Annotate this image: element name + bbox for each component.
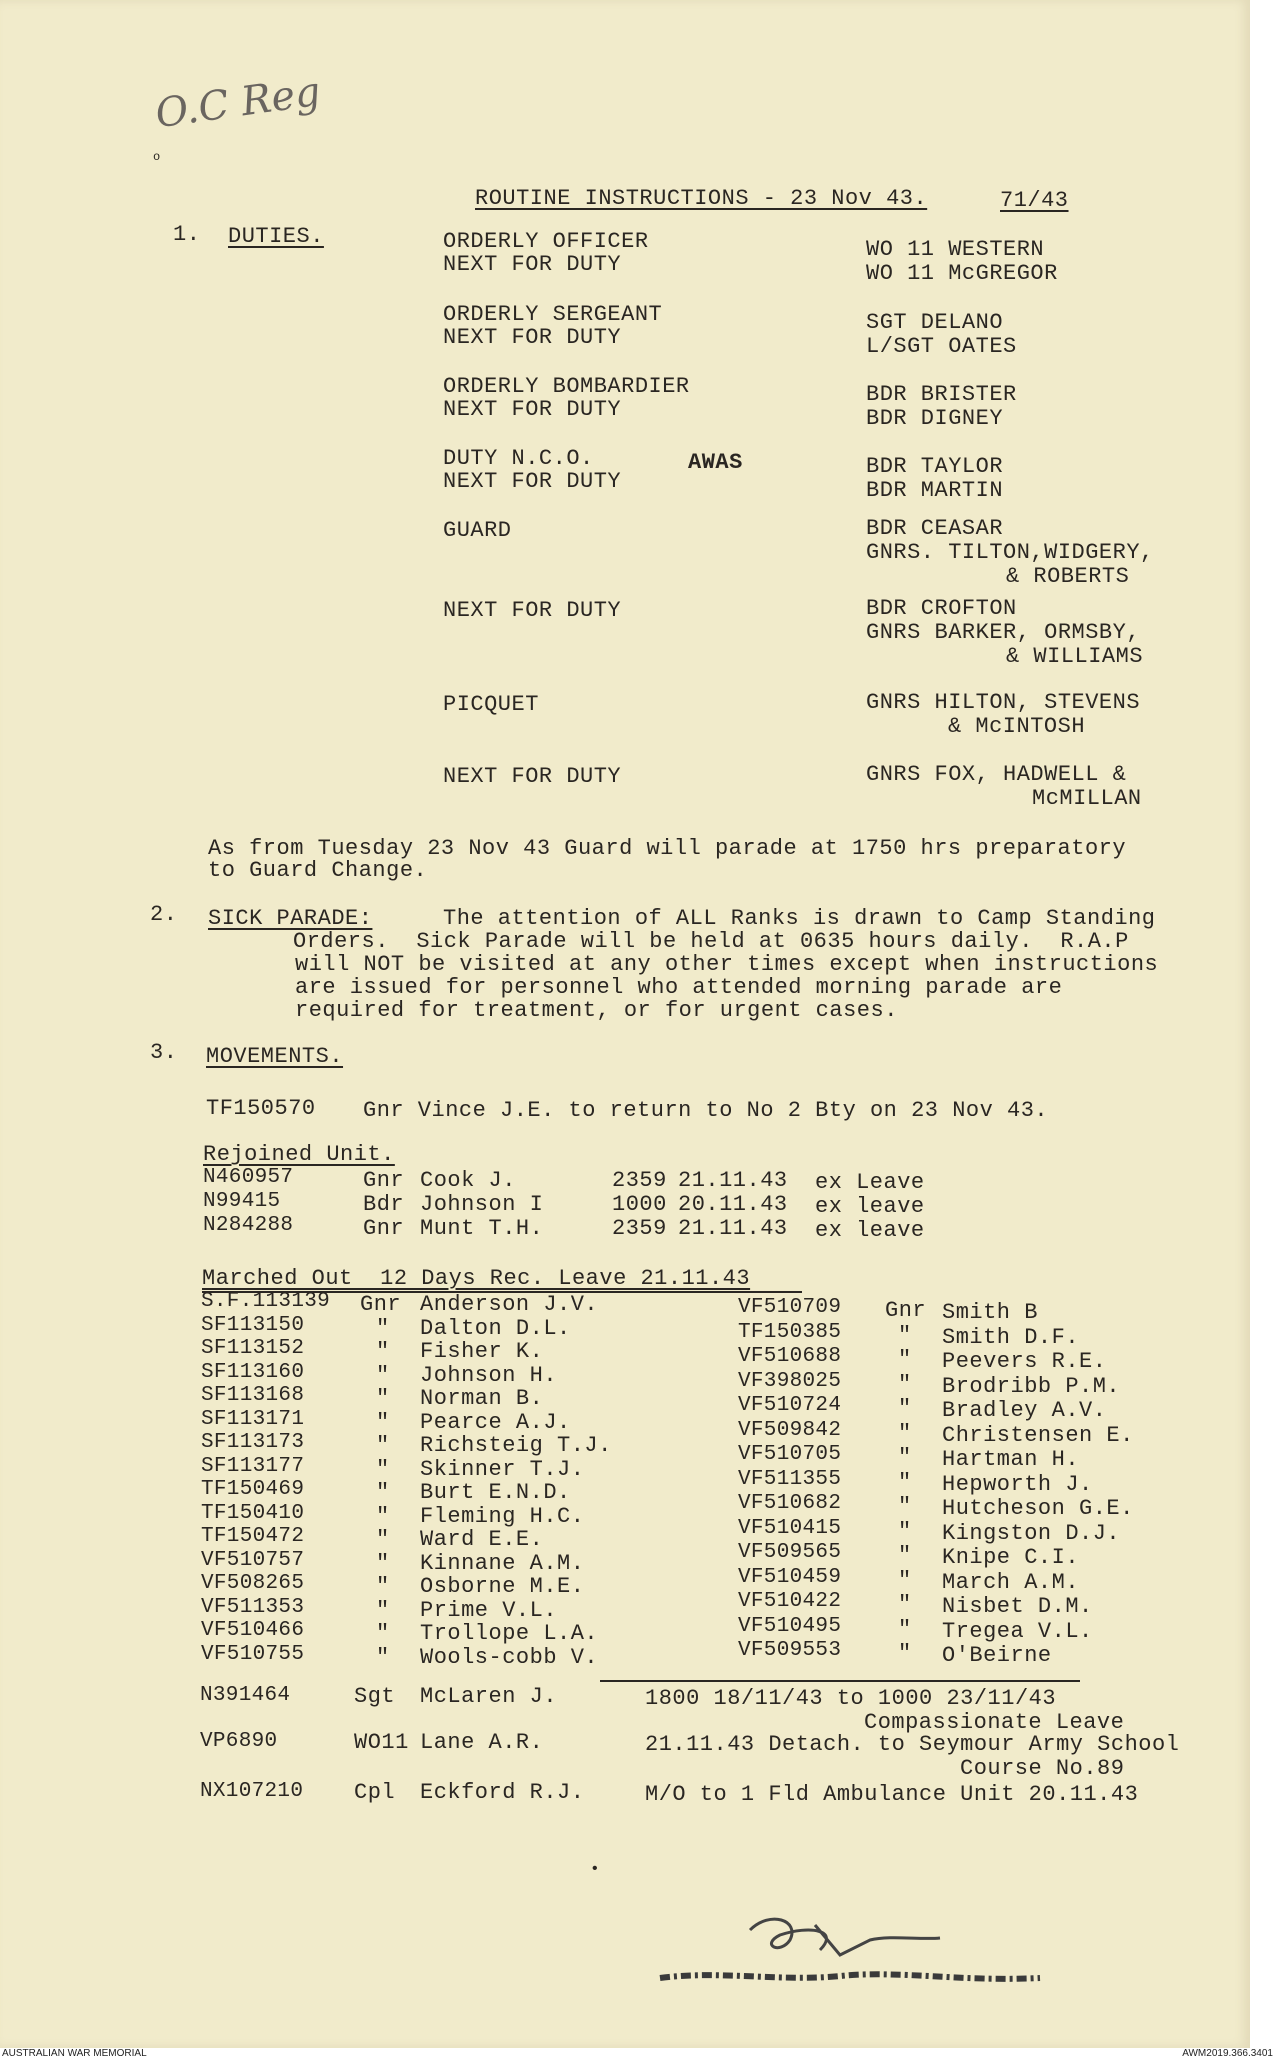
rejoined-date: 21.11.43	[678, 1168, 788, 1193]
marched-number: VF510415	[738, 1516, 842, 1540]
duty-assignee: WO 11 McGREGOR	[866, 261, 1058, 286]
marched-rank: "	[376, 1433, 390, 1458]
marched-number: TF150385	[738, 1320, 842, 1344]
rejoined-number: N284288	[203, 1214, 294, 1237]
marched-rank: "	[376, 1550, 390, 1576]
marched-number: VF510705	[738, 1443, 842, 1466]
marched-name: Christensen E.	[942, 1422, 1134, 1448]
marched-name: Knipe C.I.	[942, 1545, 1080, 1570]
marched-number: VF511355	[738, 1467, 842, 1491]
marched-rank: "	[898, 1592, 912, 1617]
marched-rank: "	[898, 1420, 912, 1446]
marched-name: Richsteig T.J.	[420, 1433, 612, 1458]
duty-assignee: BDR BRISTER	[866, 382, 1017, 407]
marched-number: SF113152	[201, 1337, 305, 1360]
movement-name: Eckford R.J.	[420, 1780, 585, 1805]
marched-rank: "	[898, 1518, 912, 1544]
rejoined-number: N99415	[203, 1190, 281, 1213]
rejoined-number: N460957	[203, 1166, 294, 1189]
duty-next: NEXT FOR DUTY	[443, 252, 622, 277]
marched-number: VF510757	[201, 1548, 305, 1572]
section-number: 2.	[150, 902, 178, 927]
duty-assignee: GNRS. TILTON,WIDGERY,	[866, 540, 1154, 565]
duty-next: NEXT FOR DUTY	[443, 325, 622, 350]
movement-number: VP6890	[200, 1730, 278, 1753]
marched-number: VF510682	[738, 1492, 842, 1515]
marched-name: March A.M.	[942, 1569, 1080, 1595]
marched-number: SF113173	[201, 1431, 305, 1454]
duty-assignee: WO 11 WESTERN	[866, 237, 1045, 262]
marched-number: SF113168	[201, 1384, 305, 1407]
duty-assignee: SGT DELANO	[866, 310, 1004, 335]
marched-name: Brodribb P.M.	[942, 1373, 1121, 1399]
marched-name: Hepworth J.	[942, 1471, 1093, 1497]
marched-number: VF511353	[201, 1595, 305, 1619]
movement-detail: 21.11.43 Detach. to Seymour Army School	[645, 1732, 1180, 1757]
movement-number: NX107210	[200, 1780, 304, 1803]
marched-name: Kinnane A.M.	[420, 1550, 585, 1576]
sick-line: The attention of ALL Ranks is drawn to Camp Standing	[443, 906, 1156, 931]
marched-number: VF510495	[738, 1614, 842, 1638]
rejoined-rank: Gnr	[363, 1168, 405, 1193]
marched-name: Burt E.N.D.	[420, 1480, 571, 1505]
rejoined-reason: ex Leave	[815, 1170, 925, 1195]
duty-name: PICQUET	[443, 692, 539, 717]
marched-out-end-rule	[600, 1680, 1080, 1682]
marched-name: Fleming H.C.	[420, 1503, 585, 1529]
marched-number: VF508265	[201, 1572, 305, 1595]
marched-number: VF509842	[738, 1418, 842, 1442]
document-ref: 71/43	[1000, 188, 1069, 213]
marched-name: Prime V.L.	[420, 1597, 558, 1623]
marched-name: Kingston D.J.	[942, 1520, 1121, 1546]
movement-number: N391464	[200, 1684, 291, 1707]
duty-assignee: L/SGT OATES	[866, 334, 1017, 359]
duties-note-line-1: As from Tuesday 23 Nov 43 Guard will parade at 1750 hrs preparatory	[208, 836, 1127, 861]
duty-name: DUTY N.C.O.	[443, 446, 594, 471]
marched-name: O'Beirne	[942, 1643, 1052, 1668]
marched-rank: "	[898, 1322, 912, 1348]
marched-number: VF398025	[738, 1369, 842, 1393]
marched-number: VF510459	[738, 1565, 842, 1589]
marched-name: Fisher K.	[420, 1339, 544, 1364]
duty-name: GUARD	[443, 518, 512, 543]
marched-number: VF510466	[201, 1619, 305, 1642]
rejoined-time: 2359	[612, 1168, 667, 1193]
rejoined-name: Munt T.H.	[420, 1216, 544, 1241]
marched-number: VF509565	[738, 1541, 842, 1564]
marched-rank: "	[376, 1339, 390, 1364]
marched-name: Anderson J.V.	[420, 1292, 599, 1317]
awas-label: AWAS	[688, 450, 743, 475]
marched-name: Pearce A.J.	[420, 1409, 571, 1435]
marched-rank: "	[376, 1315, 390, 1341]
duty-assignee: GNRS HILTON, STEVENS	[866, 690, 1141, 715]
marched-name: Osborne M.E.	[420, 1574, 585, 1599]
section-heading-movements: MOVEMENTS.	[206, 1044, 344, 1069]
marched-name: Hartman H.	[942, 1447, 1080, 1472]
duty-name: ORDERLY SERGEANT	[443, 302, 663, 327]
movement-text: Gnr Vince J.E. to return to No 2 Bty on 23 Nov 43.	[363, 1098, 1049, 1123]
marched-name: Tregea V.L.	[942, 1618, 1093, 1644]
marched-number: VF509553	[738, 1639, 842, 1662]
rejoined-name: Cook J.	[420, 1168, 516, 1193]
marched-number: TF150410	[201, 1501, 305, 1525]
rejoined-rank: Bdr	[363, 1192, 405, 1217]
movement-name: McLaren J.	[420, 1684, 558, 1709]
marched-rank: "	[898, 1641, 912, 1666]
marched-number: VF510709	[738, 1296, 842, 1319]
marched-out-heading: Marched Out 12 Days Rec. Leave 21.11.43	[202, 1266, 751, 1291]
document-title: ROUTINE INSTRUCTIONS - 23 Nov 43.	[475, 186, 928, 211]
marched-rank: "	[898, 1616, 912, 1642]
section-number: 1.	[173, 222, 201, 247]
marched-number: VF510422	[738, 1590, 842, 1613]
duty-assignee: BDR MARTIN	[866, 478, 1004, 503]
duty-name: ORDERLY BOMBARDIER	[443, 374, 690, 399]
duty-assignee: BDR CEASAR	[866, 516, 1004, 541]
footer	[0, 2048, 1277, 2061]
duty-assignee: BDR TAYLOR	[866, 454, 1004, 479]
marched-number: S.F.113139	[201, 1290, 331, 1313]
marched-number: SF113177	[201, 1454, 305, 1478]
rejoined-time: 2359	[612, 1216, 667, 1241]
duty-assignee: GNRS BARKER, ORMSBY,	[866, 620, 1141, 645]
marched-number: SF113160	[201, 1360, 305, 1384]
marched-name: Wools-cobb V.	[420, 1644, 599, 1670]
movement-number: TF150570	[206, 1096, 316, 1121]
marched-number: VF510755	[201, 1642, 305, 1666]
marched-rank: "	[376, 1597, 390, 1623]
duty-next: NEXT FOR DUTY	[443, 397, 622, 422]
marched-name: Bradley A.V.	[942, 1398, 1107, 1423]
movement-rank: Sgt	[354, 1684, 396, 1709]
marched-rank: "	[898, 1469, 912, 1495]
rejoined-reason: ex leave	[815, 1218, 925, 1243]
rejoined-date: 20.11.43	[678, 1192, 788, 1217]
marched-rank: "	[898, 1396, 912, 1421]
marched-rank: "	[376, 1409, 390, 1435]
marched-name: Norman B.	[420, 1386, 544, 1411]
marched-number: VF510688	[738, 1345, 842, 1368]
marched-rank: "	[376, 1644, 390, 1670]
duty-name: NEXT FOR DUTY	[443, 598, 622, 623]
marched-rank: Gnr	[885, 1298, 927, 1323]
marched-rank: "	[898, 1347, 912, 1372]
marched-rank: "	[376, 1386, 390, 1411]
duty-name: ORDERLY OFFICER	[443, 229, 649, 254]
marched-rank: "	[898, 1445, 912, 1470]
section-number: 3.	[150, 1040, 178, 1065]
footer-right: AWM2019.366.3401	[1182, 2048, 1273, 2059]
marched-name: Trollope L.A.	[420, 1621, 599, 1646]
marched-rank: "	[376, 1362, 390, 1388]
movement-rank: WO11	[354, 1730, 409, 1755]
marched-rank: "	[376, 1503, 390, 1529]
duty-assignee: BDR CROFTON	[866, 596, 1017, 621]
marched-number: TF150469	[201, 1478, 305, 1501]
marched-rank: "	[376, 1621, 390, 1646]
duty-assignee: GNRS FOX, HADWELL &	[866, 762, 1127, 787]
marched-rank: "	[376, 1574, 390, 1599]
duty-next: NEXT FOR DUTY	[443, 469, 622, 494]
duty-name: NEXT FOR DUTY	[443, 764, 622, 789]
movement-detail: 1800 18/11/43 to 1000 23/11/43	[645, 1686, 1057, 1711]
duty-assignee: McMILLAN	[1032, 786, 1142, 811]
marched-name: Johnson H.	[420, 1362, 558, 1388]
movement-detail: M/O to 1 Fld Ambulance Unit 20.11.43	[645, 1782, 1139, 1807]
rejoined-date: 21.11.43	[678, 1216, 788, 1241]
duty-assignee: & ROBERTS	[1006, 564, 1130, 589]
rejoined-heading: Rejoined Unit.	[203, 1142, 395, 1167]
marched-name: Smith D.F.	[942, 1324, 1080, 1350]
marched-rank: "	[376, 1527, 390, 1552]
marched-number: SF113171	[201, 1407, 305, 1431]
section-heading-sick-parade: SICK PARADE:	[208, 906, 373, 931]
marched-number: VF510724	[738, 1394, 842, 1417]
marched-rank: "	[376, 1456, 390, 1482]
punch-mark: o	[153, 150, 161, 164]
marched-rank: "	[376, 1480, 390, 1505]
rejoined-rank: Gnr	[363, 1216, 405, 1241]
marched-name: Ward E.E.	[420, 1527, 544, 1552]
marched-name: Dalton D.L.	[420, 1315, 571, 1341]
marched-name: Skinner T.J.	[420, 1456, 585, 1482]
marched-number: TF150472	[201, 1525, 305, 1548]
sick-line: required for treatment, or for urgent cases.	[295, 998, 898, 1023]
duties-note-line-2: to Guard Change.	[208, 858, 428, 883]
marched-rank: Gnr	[360, 1292, 402, 1317]
marched-rank: "	[898, 1494, 912, 1519]
rejoined-reason: ex leave	[815, 1194, 925, 1219]
sick-line: Orders. Sick Parade will be held at 0635 hours daily. R.A.P	[293, 929, 1129, 954]
movement-name: Lane A.R.	[420, 1730, 544, 1755]
signature	[640, 1900, 1080, 2000]
footer-left: AUSTRALIAN WAR MEMORIAL	[2, 2048, 147, 2059]
duty-assignee: & McINTOSH	[948, 714, 1086, 739]
section-heading-duties: DUTIES.	[228, 224, 324, 249]
sick-line: are issued for personnel who attended morning parade are	[295, 975, 1063, 1000]
rejoined-time: 1000	[612, 1192, 667, 1217]
marched-name: Hutcheson G.E.	[942, 1496, 1134, 1521]
marched-name: Peevers R.E.	[942, 1349, 1107, 1374]
marched-rank: "	[898, 1567, 912, 1593]
sick-line: will NOT be visited at any other times except when instructions	[295, 952, 1159, 977]
marched-rank: "	[898, 1371, 912, 1397]
marched-name: Smith B	[942, 1300, 1038, 1325]
movement-rank: Cpl	[354, 1780, 396, 1805]
rejoined-name: Johnson I	[420, 1192, 544, 1217]
marched-rank: "	[898, 1543, 912, 1568]
handwritten-note: O.C Reg	[152, 68, 324, 138]
movement-detail: Course No.89	[960, 1756, 1125, 1781]
duty-assignee: & WILLIAMS	[1006, 644, 1144, 669]
duty-assignee: BDR DIGNEY	[866, 406, 1004, 431]
marched-number: SF113150	[201, 1313, 305, 1337]
marched-name: Nisbet D.M.	[942, 1594, 1093, 1619]
dot-mark: •	[590, 1860, 600, 1878]
movement-detail: Compassionate Leave	[864, 1710, 1125, 1735]
